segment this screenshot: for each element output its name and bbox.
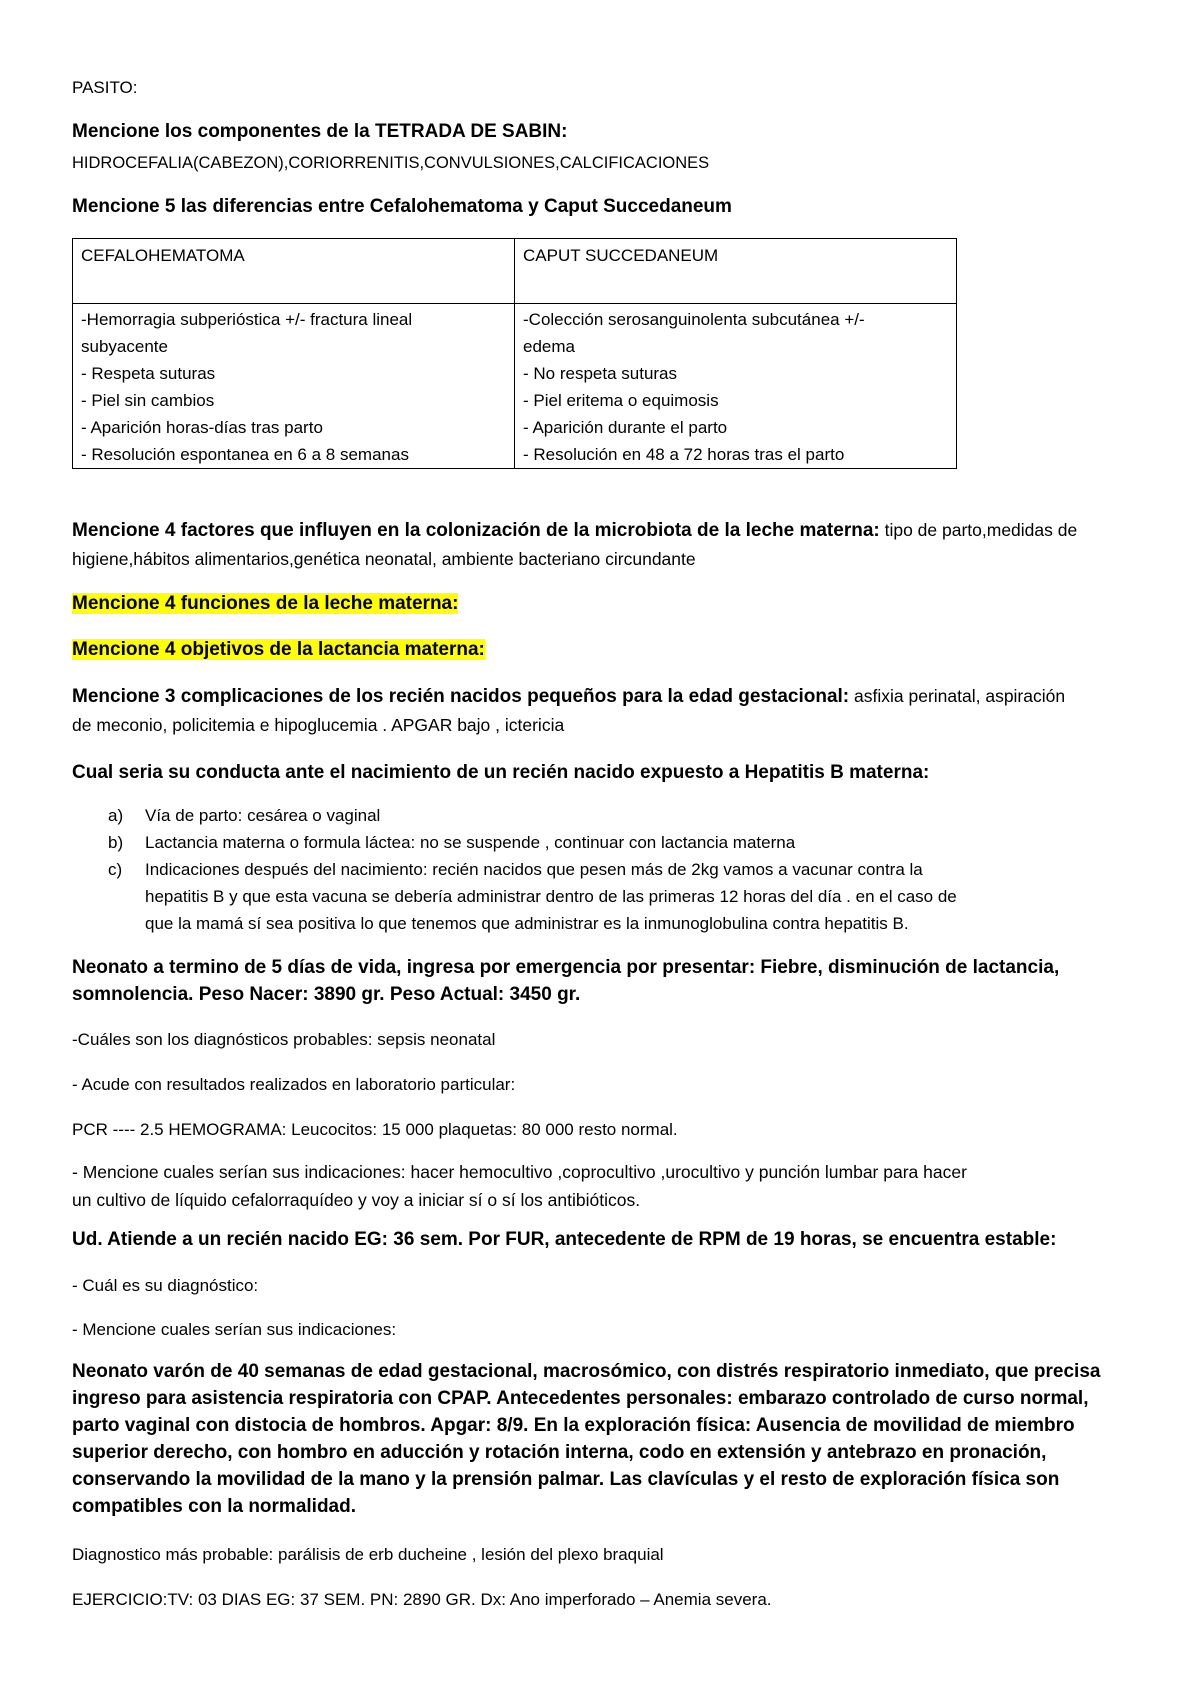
case-line: ingreso para asistencia respiratoria con CPAP. Antecedentes personales: embarazo controlado de curso normal, [72,1388,1089,1409]
answer-text: de meconio, policitemia e hipoglucemia . APGAR bajo , ictericia [72,715,565,735]
answer-tetrada: HIDROCEFALIA(CABEZON),CORIORRENITIS,CONVULSIONES,CALCIFICACIONES [72,154,710,172]
highlighted-text: Mencione 4 objetivos de la lactancia materna: [72,639,485,660]
case-line: conservando la movilidad de la mano y la prensión palmar. Las clavículas y el resto de exploración física son [72,1469,1060,1490]
table-header-cell: CEFALOHEMATOMA [73,239,515,304]
list-item [72,829,957,856]
case-sepsis-indications [72,1158,967,1214]
cell-line: - Piel sin cambios [81,391,215,410]
case-sepsis-dx: -Cuáles son los diagnósticos probables: sepsis neonatal [72,1030,496,1049]
list-marker: a) [108,806,124,825]
cell-line: -Hemorragia subperióstica +/- fractura lineal [81,310,413,329]
cell-line: -Colección serosanguinolenta subcutánea +/- [523,310,865,329]
cell-line: - Aparición horas-días tras parto [81,418,323,437]
case-line: superior derecho, con hombro en aducción y rotación interna, codo en extensión y antebrazo en pronación, [72,1442,1047,1463]
page-title: PASITO: [72,78,138,97]
case-line: somnolencia. Peso Nacer: 3890 gr. Peso Actual: 3450 gr. [72,984,581,1005]
cell-line: edema [523,337,575,356]
case-rpm-indications: - Mencione cuales serían sus indicaciones: [72,1320,397,1339]
highlighted-text: Mencione 4 funciones de la leche materna: [72,593,459,614]
hepatitis-options-list [72,802,957,937]
cell-line: - Piel eritema o equimosis [523,391,719,410]
cell-line: - No respeta suturas [523,364,678,383]
case-line: Neonato varón de 40 semanas de edad gestacional, macrosómico, con distrés respiratorio inmediato, que precisa [72,1361,1101,1382]
question-text: Mencione 4 factores que influyen en la colonización de la microbiota de la leche materna: [72,520,880,541]
cell-line: subyacente [81,337,168,356]
case-line: Neonato a termino de 5 días de vida, ingresa por emergencia por presentar: Fiebre, disminución de lactancia, [72,957,1060,978]
question-text: Mencione 3 complicaciones de los recién nacidos pequeños para la edad gestacional: [72,686,850,707]
list-text: hepatitis B y que esta vacuna se debería administrar dentro de las primeras 12 horas del día . en el caso de [145,887,957,906]
question-tetrada: Mencione los componentes de la TETRADA DE SABIN: [72,121,568,142]
table-row [73,304,957,469]
question-objetivos [72,640,485,660]
cell-line: - Respeta suturas [81,364,216,383]
list-marker: c) [108,860,123,879]
question-complicaciones [72,682,1065,739]
table-cell-cefalohematoma [73,304,515,469]
cell-line: - Aparición durante el parto [523,418,728,437]
case-line: parto vaginal con distocia de hombros. Apgar: 8/9. En la exploración física: Ausencia de movilidad de miembro [72,1415,1075,1436]
question-funciones [72,594,458,614]
answer-text: higiene,hábitos alimentarios,genética neonatal, ambiente bacteriano circundante [72,549,696,569]
case-sepsis-title [72,954,1059,1008]
case-line: un cultivo de líquido cefalorraquídeo y voy a iniciar sí o sí los antibióticos. [72,1190,641,1210]
table-header-row [73,239,957,304]
case-rpm-dx: - Cuál es su diagnóstico: [72,1276,259,1295]
table-header-cell: CAPUT SUCCEDANEUM [515,239,957,304]
question-differences: Mencione 5 las diferencias entre Cefalohematoma y Caput Succedaneum [72,196,732,217]
answer-text: tipo de parto,medidas de [884,520,1078,540]
list-text: Vía de parto: cesárea o vaginal [145,806,381,825]
question-microbiota [72,516,1077,573]
case-sepsis-lab-intro: - Acude con resultados realizados en laboratorio particular: [72,1075,516,1094]
case-sepsis-lab-values: PCR ---- 2.5 HEMOGRAMA: Leucocitos: 15 000 plaquetas: 80 000 resto normal. [72,1120,678,1139]
list-text: que la mamá sí sea positiva lo que tenemos que administrar es la inmunoglobulina contra hepatitis B. [145,914,909,933]
cell-line: - Resolución espontanea en 6 a 8 semanas [81,445,409,464]
case-erb-description [72,1358,1100,1520]
cell-line: - Resolución en 48 a 72 horas tras el parto [523,445,845,464]
comparison-table [72,238,957,469]
list-marker: b) [108,833,124,852]
list-text: Lactancia materna o formula láctea: no se suspende , continuar con lactancia materna [145,833,796,852]
list-item [72,802,957,829]
list-text: Indicaciones después del nacimiento: recién nacidos que pesen más de 2kg vamos a vacunar contra la [145,860,923,879]
table-cell-caput [515,304,957,469]
exercise-line: EJERCICIO:TV: 03 DIAS EG: 37 SEM. PN: 2890 GR. Dx: Ano imperforado – Anemia severa. [72,1590,772,1609]
case-erb-dx: Diagnostico más probable: parálisis de erb ducheine , lesión del plexo braquial [72,1545,664,1564]
question-hepatitis: Cual seria su conducta ante el nacimiento de un recién nacido expuesto a Hepatitis B materna: [72,762,930,783]
case-line: - Mencione cuales serían sus indicaciones: hacer hemocultivo ,coprocultivo ,urocultivo y punción lumbar para hacer [72,1162,967,1182]
list-item [72,856,957,937]
case-line: compatibles con la normalidad. [72,1496,357,1517]
case-rpm-title: Ud. Atiende a un recién nacido EG: 36 sem. Por FUR, antecedente de RPM de 19 horas, se encuentra estable: [72,1229,1057,1250]
answer-text: asfixia perinatal, aspiración [854,686,1066,706]
